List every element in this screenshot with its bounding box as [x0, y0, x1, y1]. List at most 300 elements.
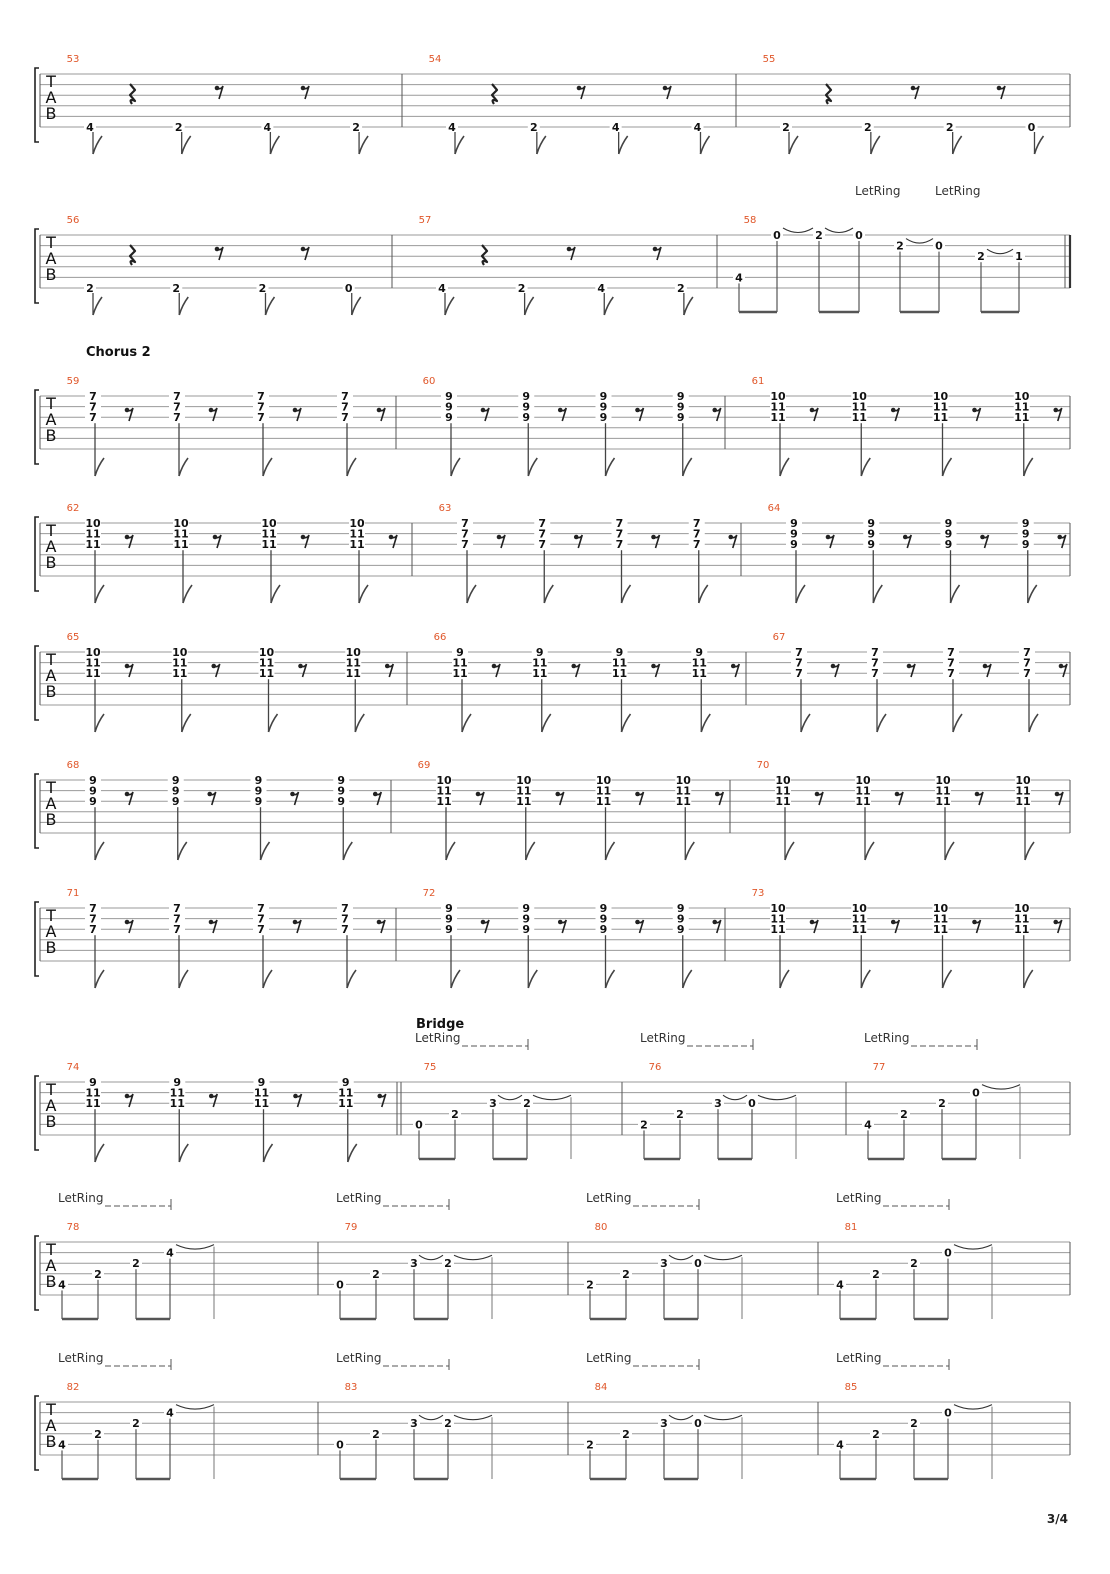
fret-number: 9	[89, 1076, 97, 1089]
note-flag	[93, 297, 102, 315]
fret-number: 7	[173, 401, 181, 414]
fret-number: 9	[89, 785, 97, 798]
measure-number: 65	[67, 632, 80, 643]
fret-number: 0	[1028, 121, 1036, 134]
fret-number: 0	[694, 1417, 702, 1430]
fret-number: 2	[946, 121, 954, 134]
fret-number: 9	[522, 902, 530, 915]
note-flag	[685, 842, 694, 860]
tie-arc	[954, 1405, 992, 1410]
fret-number: 11	[933, 913, 948, 926]
measure	[419, 215, 693, 315]
note-flag	[544, 585, 553, 603]
fret-number: 0	[336, 1278, 344, 1291]
fret-number: 9	[337, 795, 345, 808]
note-flag	[700, 136, 709, 154]
fret-number: 11	[516, 795, 531, 808]
note-flag	[525, 297, 534, 315]
fret-number: 10	[935, 774, 951, 787]
note-flag	[270, 136, 279, 154]
fret-number: 11	[692, 667, 707, 680]
fret-number: 7	[341, 913, 349, 926]
letring-label: LetRing	[864, 1031, 909, 1045]
eighth-rest-stroke	[975, 408, 981, 421]
quarter-rest-icon	[482, 245, 487, 265]
note-flag	[1028, 585, 1037, 603]
measure	[67, 215, 361, 315]
staff-system	[35, 503, 1070, 603]
tie-arc	[669, 1255, 693, 1260]
eighth-rest-stroke	[909, 664, 915, 677]
letring-label: LetRing	[836, 1351, 881, 1365]
tab-clef-letter: A	[46, 1096, 57, 1115]
fret-number: 11	[532, 667, 547, 680]
note-flag	[183, 585, 192, 603]
eighth-rest-stroke	[665, 86, 671, 99]
measure-number: 71	[67, 888, 80, 899]
fret-number: 3	[489, 1097, 497, 1110]
fret-number: 11	[770, 913, 785, 926]
measure-number: 59	[67, 376, 80, 387]
note-flag	[528, 458, 537, 476]
tab-clef-letter: A	[46, 666, 57, 685]
fret-number: 7	[795, 646, 803, 659]
tab-clef-letter: B	[46, 1432, 57, 1451]
note-flag	[780, 458, 789, 476]
note-flag	[182, 136, 191, 154]
note-flag	[95, 585, 104, 603]
fret-number: 4	[735, 271, 743, 284]
fret-number: 0	[972, 1087, 980, 1100]
fret-number: 10	[852, 390, 868, 403]
fret-number: 10	[261, 517, 277, 530]
fret-number: 10	[349, 517, 365, 530]
eighth-rest-stroke	[638, 792, 644, 805]
eighth-rest-stroke	[211, 408, 217, 421]
note-flag	[528, 970, 537, 988]
fret-number: 9	[522, 923, 530, 936]
system-bracket	[35, 517, 39, 591]
system-bracket	[35, 1236, 39, 1310]
measure	[757, 760, 1063, 860]
note-flag	[1034, 136, 1043, 154]
eighth-rest-stroke	[379, 920, 385, 933]
eighth-rest-stroke	[211, 1094, 217, 1107]
fret-number: 7	[257, 902, 265, 915]
fret-number: 10	[855, 774, 871, 787]
note-flag	[179, 297, 188, 315]
note-flag	[264, 1144, 273, 1162]
fret-number: 2	[872, 1428, 880, 1441]
fret-number: 11	[1014, 913, 1029, 926]
measure-number: 53	[67, 54, 80, 65]
fret-number: 7	[461, 538, 469, 551]
fret-number: 9	[536, 646, 544, 659]
fret-number: 10	[676, 774, 692, 787]
tab-clef-letter: T	[45, 1400, 56, 1419]
note-flag	[95, 714, 104, 732]
eighth-rest-stroke	[217, 86, 223, 99]
section-title: Chorus 2	[86, 345, 151, 360]
eighth-rest-stroke	[127, 408, 133, 421]
fret-number: 9	[445, 923, 453, 936]
fret-number: 7	[341, 902, 349, 915]
note-flag	[343, 842, 352, 860]
fret-number: 9	[173, 1076, 181, 1089]
note-flag	[261, 842, 270, 860]
measure	[334, 1351, 492, 1479]
measure	[439, 503, 737, 603]
fret-number: 0	[773, 229, 781, 242]
fret-number: 10	[85, 517, 101, 530]
fret-number: 9	[255, 774, 263, 787]
fret-number: 0	[935, 240, 943, 253]
fret-number: 9	[258, 1076, 266, 1089]
measure	[418, 760, 724, 860]
fret-number: 4	[166, 1247, 174, 1260]
system-bracket	[35, 646, 39, 720]
fret-number: 10	[770, 902, 786, 915]
eighth-rest-stroke	[127, 920, 133, 933]
note-flag	[780, 970, 789, 988]
fret-number: 2	[677, 282, 685, 295]
tab-clef-letter: B	[46, 553, 57, 572]
fret-number: 7	[257, 913, 265, 926]
note-flag	[95, 970, 104, 988]
fret-number: 11	[172, 667, 187, 680]
note-flag	[699, 585, 708, 603]
eighth-rest-stroke	[483, 920, 489, 933]
fret-number: 11	[770, 923, 785, 936]
note-flag	[622, 714, 631, 732]
tab-clef-letter: A	[46, 794, 57, 813]
note-flag	[347, 970, 356, 988]
fret-number: 11	[261, 538, 276, 551]
eighth-rest-stroke	[983, 535, 989, 548]
eighth-rest-stroke	[293, 792, 299, 805]
fret-number: 4	[864, 1118, 872, 1131]
letring-label: LetRing	[935, 184, 980, 198]
fret-number: 10	[259, 646, 275, 659]
fret-number: 9	[445, 390, 453, 403]
fret-number: 7	[341, 923, 349, 936]
measure-number: 83	[345, 1382, 358, 1393]
letring-label: LetRing	[58, 1351, 103, 1365]
fret-number: 7	[341, 390, 349, 403]
staff-system	[35, 1351, 1070, 1479]
note-flag	[619, 136, 628, 154]
tie-arc	[723, 1095, 747, 1100]
fret-number: 0	[415, 1118, 423, 1131]
eighth-rest-stroke	[715, 920, 721, 933]
fret-number: 11	[85, 528, 100, 541]
measure	[401, 1017, 571, 1159]
tie-arc	[906, 239, 933, 244]
note-flag	[953, 136, 962, 154]
measure-number: 61	[752, 376, 765, 387]
letring-label: LetRing	[855, 184, 900, 198]
measure-number: 55	[763, 54, 776, 65]
fret-number: 11	[170, 1087, 185, 1100]
note-flag	[861, 458, 870, 476]
fret-number: 9	[867, 528, 875, 541]
tab-clef-letter: T	[45, 394, 56, 413]
measure	[334, 1191, 492, 1319]
measure-number: 70	[757, 760, 770, 771]
fret-number: 11	[85, 657, 100, 670]
fret-number: 7	[341, 411, 349, 424]
fret-number: 3	[410, 1257, 418, 1270]
fret-number: 7	[173, 913, 181, 926]
eighth-rest-stroke	[295, 408, 301, 421]
fret-number: 10	[436, 774, 452, 787]
eighth-rest-stroke	[812, 408, 818, 421]
fret-number: 11	[85, 667, 100, 680]
fret-number: 3	[660, 1257, 668, 1270]
tab-clef-letter: A	[46, 249, 57, 268]
measure	[752, 376, 1062, 476]
note-flag	[606, 458, 615, 476]
fret-number: 11	[933, 411, 948, 424]
fret-number: 11	[692, 657, 707, 670]
measure	[434, 632, 740, 732]
eighth-rest-stroke	[1060, 535, 1066, 548]
note-flag	[455, 136, 464, 154]
eighth-rest-stroke	[897, 792, 903, 805]
fret-number: 11	[254, 1087, 269, 1100]
fret-number: 4	[438, 282, 446, 295]
measure-number: 54	[429, 54, 442, 65]
fret-number: 11	[935, 785, 950, 798]
system-bracket	[35, 902, 39, 976]
fret-number: 9	[790, 538, 798, 551]
staff-system	[35, 760, 1070, 860]
fret-number: 9	[677, 411, 685, 424]
fret-number: 9	[945, 517, 953, 530]
fret-number: 11	[775, 795, 790, 808]
eighth-rest-stroke	[817, 792, 823, 805]
note-flag	[467, 585, 476, 603]
note-flag	[796, 585, 805, 603]
fret-number: 9	[89, 795, 97, 808]
fret-number: 9	[945, 538, 953, 551]
fret-number: 11	[770, 411, 785, 424]
eighth-rest-stroke	[1056, 920, 1062, 933]
fret-number: 11	[532, 657, 547, 670]
fret-number: 7	[616, 538, 624, 551]
measure-number: 76	[649, 1062, 662, 1073]
eighth-rest-stroke	[211, 920, 217, 933]
fret-number: 9	[600, 390, 608, 403]
fret-number: 4	[694, 121, 702, 134]
tab-clef-letter: A	[46, 922, 57, 941]
note-flag	[359, 136, 368, 154]
eighth-rest-stroke	[638, 920, 644, 933]
tab-clef-letter: B	[46, 265, 57, 284]
note-flag	[943, 458, 952, 476]
tab-clef-letter: A	[46, 410, 57, 429]
note-flag	[1029, 714, 1038, 732]
eighth-rest-stroke	[715, 408, 721, 421]
measure-number: 75	[424, 1062, 437, 1073]
fret-number: 11	[338, 1087, 353, 1100]
measure	[752, 888, 1062, 988]
measure	[67, 1062, 386, 1162]
tie-arc	[987, 249, 1013, 254]
tab-clef-letter: B	[46, 938, 57, 957]
eighth-rest-stroke	[391, 535, 397, 548]
fret-number: 0	[336, 1438, 344, 1451]
eighth-rest-stroke	[210, 792, 216, 805]
measure	[56, 1351, 214, 1479]
tie-arc	[454, 1255, 492, 1260]
eighth-rest-stroke	[295, 920, 301, 933]
measure	[67, 54, 368, 154]
eighth-rest-stroke	[483, 408, 489, 421]
fret-number: 11	[852, 923, 867, 936]
eighth-rest-stroke	[654, 535, 660, 548]
staff-system	[35, 888, 1070, 988]
fret-number: 9	[790, 517, 798, 530]
fret-number: 2	[977, 250, 985, 263]
measure	[733, 184, 1070, 312]
eighth-rest-stroke	[379, 408, 385, 421]
measure-number: 73	[752, 888, 765, 899]
eighth-rest-stroke	[569, 247, 575, 260]
eighth-rest-stroke	[1057, 792, 1063, 805]
eighth-rest-stroke	[494, 664, 500, 677]
fret-number: 7	[257, 923, 265, 936]
fret-number: 2	[444, 1417, 452, 1430]
fret-number: 2	[518, 282, 526, 295]
measure-number: 64	[768, 503, 781, 514]
fret-number: 9	[89, 774, 97, 787]
fret-number: 9	[445, 401, 453, 414]
fret-number: 2	[896, 240, 904, 253]
eighth-rest-stroke	[975, 920, 981, 933]
tab-clef-letter: A	[46, 1416, 57, 1435]
tie-arc	[704, 1255, 742, 1260]
eighth-rest-stroke	[375, 792, 381, 805]
fret-number: 2	[86, 282, 94, 295]
tie-arc	[419, 1255, 443, 1260]
fret-number: 0	[345, 282, 353, 295]
fret-number: 7	[1023, 657, 1031, 670]
tie-arc	[783, 228, 813, 233]
measure-number: 84	[595, 1382, 608, 1393]
fret-number: 9	[600, 401, 608, 414]
fret-number: 2	[815, 229, 823, 242]
fret-number: 2	[175, 121, 183, 134]
tab-clef-letter: A	[46, 537, 57, 556]
tab-clef-letter: B	[46, 104, 57, 123]
tie-arc	[454, 1415, 492, 1420]
fret-number: 7	[461, 517, 469, 530]
tab-clef-letter: T	[45, 650, 56, 669]
eighth-rest-stroke	[127, 664, 133, 677]
eighth-rest-stroke	[1061, 664, 1067, 677]
fret-number: 11	[933, 923, 948, 936]
eighth-rest-stroke	[717, 792, 723, 805]
fret-number: 10	[933, 902, 949, 915]
note-flag	[951, 585, 960, 603]
eighth-rest-stroke	[893, 408, 899, 421]
fret-number: 9	[1022, 528, 1030, 541]
fret-number: 9	[867, 517, 875, 530]
fret-number: 9	[522, 913, 530, 926]
fret-number: 4	[166, 1407, 174, 1420]
fret-number: 10	[1014, 902, 1030, 915]
eighth-rest-stroke	[985, 664, 991, 677]
note-flag	[606, 842, 615, 860]
fret-number: 3	[660, 1417, 668, 1430]
system-bracket	[35, 1396, 39, 1470]
measure-number: 56	[67, 215, 80, 226]
fret-number: 9	[677, 913, 685, 926]
eighth-rest-stroke	[731, 535, 737, 548]
fret-number: 11	[855, 785, 870, 798]
note-flag	[537, 136, 546, 154]
eighth-rest-stroke	[812, 920, 818, 933]
eighth-rest-stroke	[638, 408, 644, 421]
fret-number: 11	[85, 1087, 100, 1100]
letring-label: LetRing	[58, 1191, 103, 1205]
eighth-rest-stroke	[380, 1094, 386, 1107]
eighth-rest-stroke	[905, 535, 911, 548]
tab-clef-letter: T	[45, 1240, 56, 1259]
fret-number: 0	[944, 1247, 952, 1260]
fret-number: 0	[748, 1097, 756, 1110]
note-flag	[1025, 842, 1034, 860]
measure	[423, 888, 721, 988]
fret-number: 11	[261, 528, 276, 541]
fret-number: 7	[257, 411, 265, 424]
fret-number: 9	[522, 411, 530, 424]
eighth-rest-stroke	[303, 535, 309, 548]
eighth-rest-stroke	[303, 86, 309, 99]
fret-number: 10	[770, 390, 786, 403]
fret-number: 11	[452, 667, 467, 680]
letring-label: LetRing	[336, 1351, 381, 1365]
note-flag	[451, 458, 460, 476]
measure-number: 69	[418, 760, 431, 771]
fret-number: 9	[255, 785, 263, 798]
fret-number: 11	[259, 667, 274, 680]
fret-number: 4	[612, 121, 620, 134]
fret-number: 2	[864, 121, 872, 134]
letring-label: LetRing	[640, 1031, 685, 1045]
fret-number: 9	[342, 1076, 350, 1089]
measure	[763, 54, 1044, 154]
system-bracket	[35, 68, 39, 142]
tie-arc	[954, 1245, 992, 1250]
fret-number: 2	[94, 1268, 102, 1281]
system-bracket	[35, 1076, 39, 1150]
fret-number: 9	[337, 774, 345, 787]
fret-number: 9	[677, 390, 685, 403]
quarter-rest-icon	[130, 245, 135, 265]
fret-number: 11	[676, 795, 691, 808]
note-flag	[348, 1144, 357, 1162]
fret-number: 1	[1015, 250, 1023, 263]
tie-arc	[176, 1245, 214, 1250]
eighth-rest-stroke	[127, 792, 133, 805]
measure	[834, 1191, 992, 1319]
measure	[584, 1351, 742, 1479]
letring-label: LetRing	[836, 1191, 881, 1205]
fret-number: 7	[173, 390, 181, 403]
measure	[67, 760, 382, 860]
